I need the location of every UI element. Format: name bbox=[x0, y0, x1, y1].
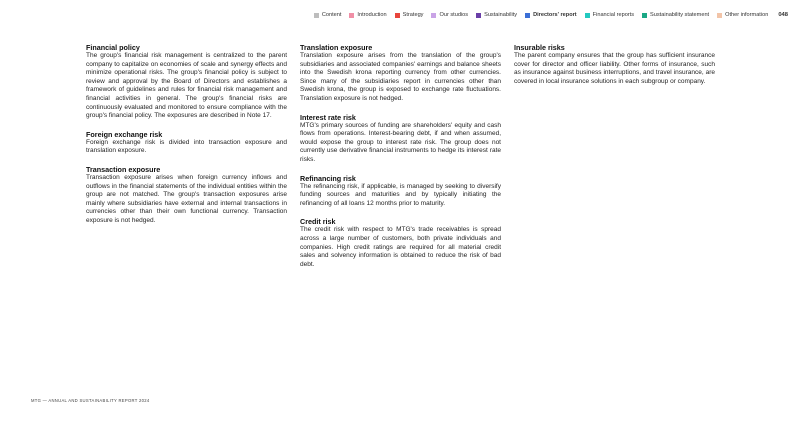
section-heading: Transaction exposure bbox=[86, 164, 161, 174]
section-heading: Interest rate risk bbox=[300, 112, 356, 122]
nav-swatch-icon bbox=[525, 13, 530, 18]
page-number: 048 bbox=[778, 12, 788, 18]
nav-item-financial-reports[interactable] bbox=[585, 12, 634, 18]
section-heading: Refinancing risk bbox=[300, 173, 356, 183]
nav-item-label: Other information bbox=[725, 12, 769, 18]
top-navigation bbox=[314, 10, 788, 20]
nav-item-label: Sustainability bbox=[484, 12, 518, 18]
column-left bbox=[86, 43, 287, 235]
nav-swatch-icon bbox=[585, 13, 590, 18]
section-body: MTG's primary sources of funding are shareholders' equity and cash flows from operations. Interest-bearing debt, if and when assumed, would expose the group to interest rate risk. The group does not currently use derivative financial instruments to hedge its interest rate risks. bbox=[300, 121, 501, 163]
nav-item-label: Sustainability statement bbox=[650, 12, 710, 18]
section-body: Transaction exposure arises when foreign currency inflows and outflows in the financial statements of the individual entities within the group are not matched. The group's transaction exposures arise mainly where subsidiaries have external and internal transactions in currencies other than their own functional currency. Transaction exposure is not hedged. bbox=[86, 173, 287, 224]
section-financial-policy bbox=[86, 43, 287, 121]
section-heading: Financial policy bbox=[86, 43, 140, 52]
nav-item-directors-report[interactable] bbox=[525, 12, 577, 18]
nav-item-label: Content bbox=[321, 12, 342, 18]
section-body: The refinancing risk, if applicable, is managed by seeking to diversify funding sources and maturities and by typically initiating the refinancing of all loans 12 months prior to maturity. bbox=[300, 182, 501, 207]
section-body: The parent company ensures that the group has sufficient insurance cover for director and officer liability. Other forms of insurance, such as insurance against business interruptions, and travel insurance, are covered in local insurance solutions in each subgroup or company. bbox=[514, 52, 715, 85]
nav-swatch-icon bbox=[349, 13, 354, 18]
section-heading: Translation exposure bbox=[300, 43, 373, 52]
section-refinancing-risk bbox=[300, 174, 501, 209]
nav-item-content[interactable] bbox=[314, 12, 342, 18]
nav-swatch-icon bbox=[476, 13, 481, 18]
section-body: The credit risk with respect to MTG's trade receivables is spread across a large number of customers, both private individuals and companies. High credit ratings are required for all material credit sales and solvency information is obtained to reduce the risk of bad debt. bbox=[300, 226, 501, 268]
section-body: Foreign exchange risk is divided into transaction exposure and translation exposure. bbox=[86, 138, 287, 155]
section-translation-exposure bbox=[300, 43, 501, 104]
nav-item-label: Introduction bbox=[357, 12, 387, 18]
section-insurable-risks bbox=[514, 43, 715, 86]
nav-swatch-icon bbox=[717, 13, 722, 18]
page-footer: MTG — ANNUAL AND SUSTAINABILITY REPORT 2024 bbox=[31, 398, 150, 403]
nav-item-our-studios[interactable] bbox=[431, 12, 468, 18]
nav-item-label: Strategy bbox=[402, 12, 424, 18]
nav-swatch-icon bbox=[431, 13, 436, 18]
nav-swatch-icon bbox=[314, 13, 319, 18]
section-transaction-exposure bbox=[86, 165, 287, 226]
section-heading: Credit risk bbox=[300, 217, 336, 227]
section-body: The group's financial risk management is centralized to the parent company to capitalize on economies of scale and synergy effects and minimize operational risks. The group's financial policy is subject to review and approval by the Board of Directors and establishes a framework of guidelines and rules for financial risk management and financial activities in general. The group's financial risks are continuously evaluated and monitored to ensure compliance with the group's financial policy. The exposures are described in Note 17. bbox=[86, 52, 287, 120]
nav-item-other-information[interactable] bbox=[717, 12, 768, 18]
section-interest-rate-risk bbox=[300, 113, 501, 165]
section-heading: Insurable risks bbox=[514, 43, 565, 52]
section-foreign-exchange-risk bbox=[86, 130, 287, 156]
nav-item-label: Our studios bbox=[439, 12, 469, 18]
nav-swatch-icon bbox=[642, 13, 647, 18]
nav-item-introduction[interactable] bbox=[349, 12, 386, 18]
column-middle bbox=[300, 43, 501, 278]
nav-item-strategy[interactable] bbox=[395, 12, 424, 18]
nav-swatch-icon bbox=[395, 13, 400, 18]
column-right bbox=[514, 43, 715, 95]
nav-item-sustainability[interactable] bbox=[476, 12, 517, 18]
nav-item-sustainability-statement[interactable] bbox=[642, 12, 709, 18]
section-body: Translation exposure arises from the translation of the group's subsidiaries and associated companies' earnings and balance sheets into the Swedish krona reporting currency from other currencies. Since many of the subsidiaries report in currencies other than Swedish krona, the group is exposed to exchange rate fluctuations. Translation exposure is not hedged. bbox=[300, 52, 501, 102]
nav-item-label: Financial reports bbox=[592, 12, 635, 18]
section-credit-risk bbox=[300, 217, 501, 269]
nav-item-label: Directors' report bbox=[533, 12, 577, 18]
section-heading: Foreign exchange risk bbox=[86, 129, 163, 139]
